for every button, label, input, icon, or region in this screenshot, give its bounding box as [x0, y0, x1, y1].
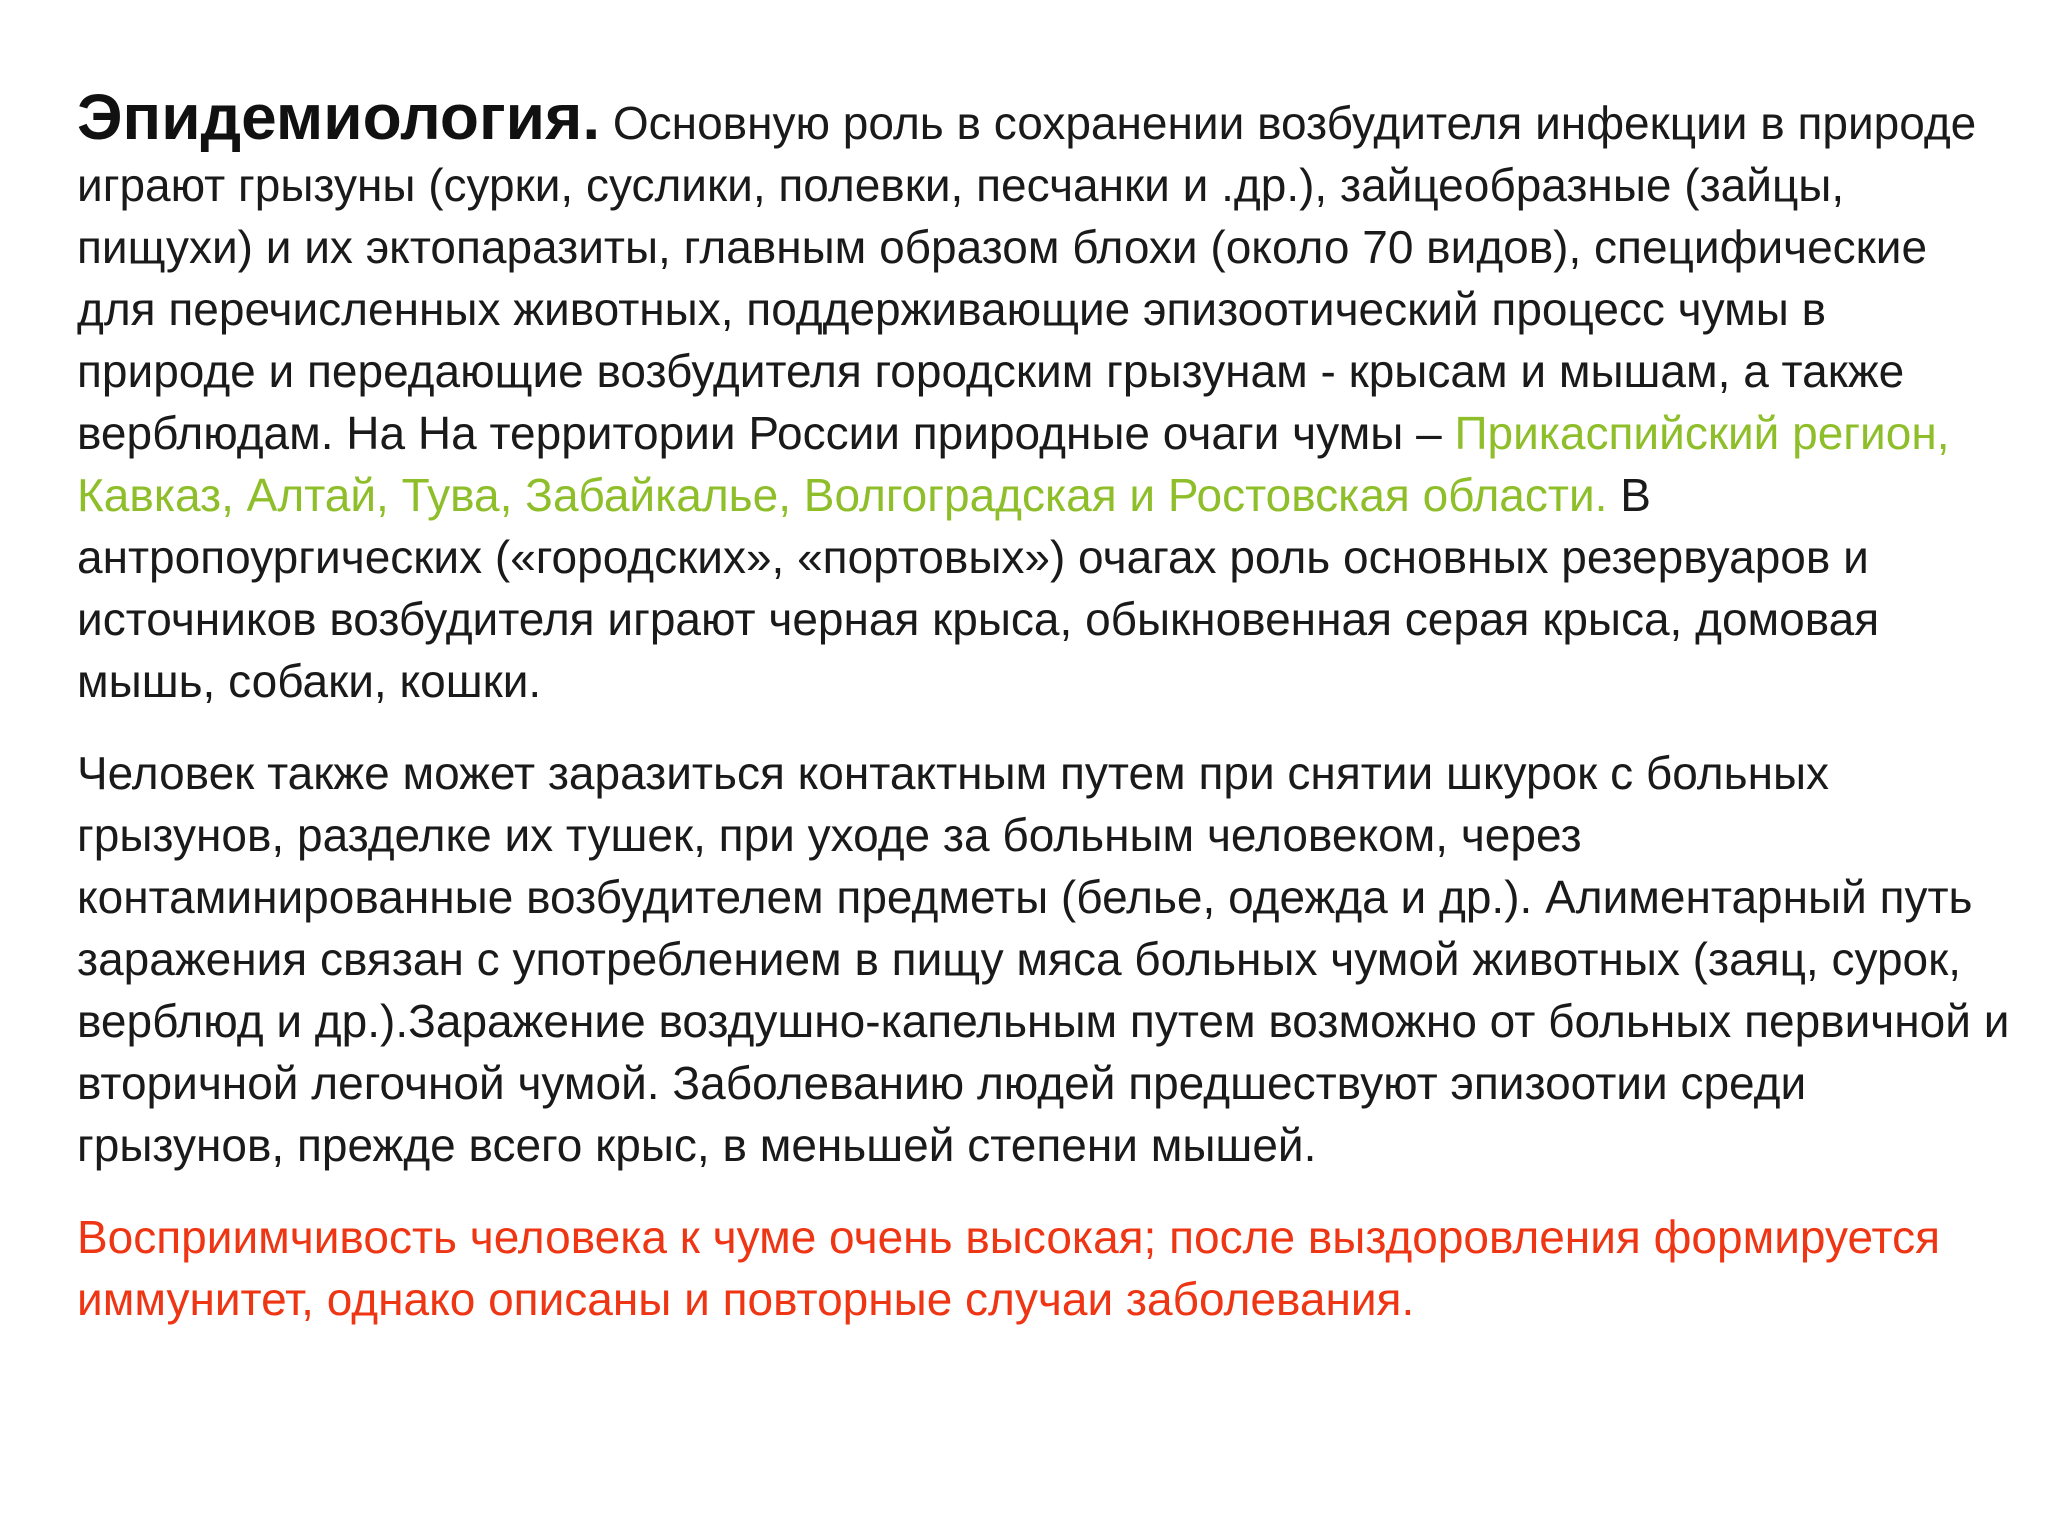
susceptibility-paragraph: Восприимчивость человека к чуме очень высокая; после выздоровления формируется иммунитет, однако описаны и повторные случаи заболевания. — [77, 1211, 1940, 1325]
section-heading: Эпидемиология. — [77, 81, 601, 153]
epidemiology-text: Основную роль в сохранении возбудителя инфекции в природе играют грызуны (сурки, суслики, полевки, песчанки и .др.), зайцеобразные (зайцы, пищухи) и их эктопаразиты, главным образом блохи (около 70 видов), специфические для перечисленных животных, поддерживающие эпизоотический процесс чумы в природе и передающие возбудителя городским грызунам - крысам и мышам, а также верблюдам. На На территории России природные очаги чумы – — [77, 97, 1977, 459]
slide-content — [77, 81, 2012, 1330]
epidemiology-paragraph — [77, 81, 2012, 712]
natural-foci-regions: Прикаспийский регион, Кавказ, Алтай, Тува, Забайкалье, Волгоградская и Ростовская области. — [77, 407, 1950, 521]
transmission-paragraph: Человек также может заразиться контактным путем при снятии шкурок с больных грызунов, разделке их тушек, при уходе за больным человеком, через контаминированные возбудителем предметы (белье, одежда и др.). Алиментарный путь заражения связан с употреблением в пищу мяса больных чумой животных (заяц, сурок, верблюд и др.).Заражение воздушно-капельным путем возможно от больных первичной и вторичной легочной чумой. Заболеванию людей предшествуют эпизоотии среди грызунов, прежде всего крыс, в меньшей степени мышей. — [77, 747, 2010, 1171]
urban-foci-text: В антропоургических («городских», «портовых») очагах роль основных резервуаров и источников возбудителя играют черная крыса, обыкновенная серая крыса, домовая мышь, собаки, кошки. — [77, 469, 1880, 707]
